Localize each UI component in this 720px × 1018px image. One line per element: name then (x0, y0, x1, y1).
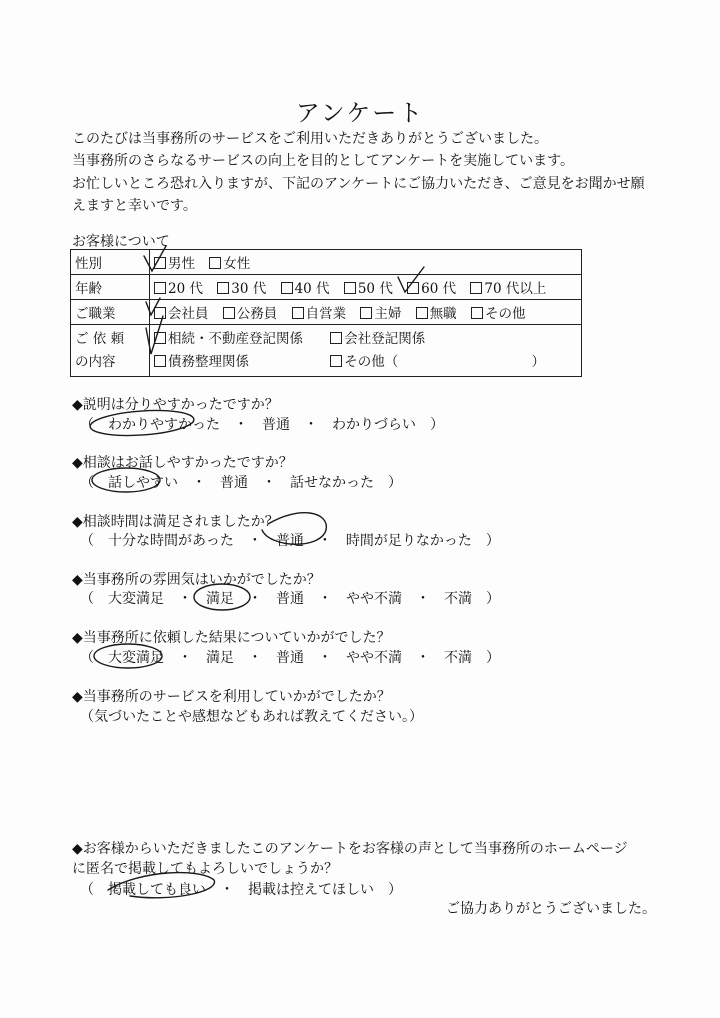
age-option-40[interactable]: 40 代 (281, 281, 330, 297)
circle-satisfied-icon (194, 584, 250, 610)
request-label-line-2: の内容 (75, 354, 116, 370)
gender-option-female[interactable]: 女性 (209, 256, 250, 272)
answer-3: （ 十分な時間があった ・ 普通 ・ 時間が足りなかった ） (80, 533, 500, 549)
job-option-unemployed[interactable]: 無職 (416, 306, 457, 322)
answer-6: （気づいたことや感想などもあれば教えてください。） (80, 709, 423, 725)
answer-5: （ 大変満足 ・ 満足 ・ 普通 ・ やや不満 ・ 不満 ） (80, 650, 500, 666)
age-option-50[interactable]: 50 代 (344, 281, 393, 297)
question-3: ◆相談時間は満足されましたか？ (72, 514, 279, 530)
closing-message: ご協力ありがとうございました。 (446, 901, 656, 917)
job-option-employee[interactable]: 会社員 (154, 306, 209, 322)
question-6: ◆当事務所のサービスを利用していかがでしたか？ (72, 689, 391, 705)
age-option-30[interactable]: 30 代 (217, 281, 266, 297)
age-option-60[interactable]: 60 代 (407, 281, 456, 297)
check-mark-male-icon (144, 246, 166, 271)
age-option-20[interactable]: 20 代 (154, 281, 203, 297)
circle-consent-ok-icon (108, 873, 214, 898)
intro-line-4: えますと幸いです。 (72, 198, 197, 214)
intro-line-3: お忙しいところ恐れ入りますが、下記のアンケートにご協力いただき、ご意見をお聞かせ願 (72, 176, 645, 192)
age-option-70[interactable]: 70 代以上 (470, 281, 546, 297)
request-option-debt[interactable]: 債務整理関係 (154, 351, 326, 374)
check-mark-60-icon (398, 267, 424, 292)
job-option-civil-servant[interactable]: 公務員 (223, 306, 278, 322)
check-mark-inheritance-icon (146, 316, 163, 354)
gender-label: 性別 (71, 250, 150, 275)
job-option-self-employed[interactable]: 自営業 (292, 306, 347, 322)
answer-1: （ わかりやすかった ・ 普通 ・ わかりづらい ） (80, 417, 444, 433)
question-5: ◆当事務所に依頼した結果についていかがでした？ (72, 630, 391, 646)
customer-heading: お客様について (72, 234, 170, 250)
gender-option-male[interactable]: 男性 (154, 256, 195, 272)
request-option-company[interactable]: 会社登記関係 (330, 331, 425, 347)
request-option-inheritance[interactable]: 相続・不動産登記関係 (154, 328, 326, 351)
request-option-other[interactable]: その他（ (330, 354, 398, 370)
question-4: ◆当事務所の雰囲気はいかがでしたか？ (72, 572, 321, 588)
age-label: 年齢 (71, 275, 150, 300)
check-mark-employee-icon (146, 298, 160, 315)
consent-line-2: に匿名で掲載してもよろしいでしょうか？ (72, 861, 338, 877)
intro-line-2: 当事務所のさらなるサービスの向上を目的としてアンケートを実施しています。 (72, 153, 575, 169)
answer-4: （ 大変満足 ・ 満足 ・ 普通 ・ やや不満 ・ 不満 ） (80, 591, 500, 607)
request-label-line-1: ご 依 頼 (75, 331, 125, 347)
circle-easy-to-understand-icon (89, 407, 194, 438)
intro-line-1: このたびは当事務所のサービスをご利用いただきありがとうございました。 (72, 131, 548, 147)
answer-2: （ 話しやすい ・ 普通 ・ 話せなかった ） (80, 475, 402, 491)
circle-very-satisfied-icon (94, 644, 162, 668)
consent-line-1: ◆お客様からいただきましたこのアンケートをお客様の声として当事務所のホームページ (72, 841, 628, 857)
job-option-other[interactable]: その他 (471, 306, 526, 322)
job-option-housewife[interactable]: 主婦 (360, 306, 401, 322)
consent-answer: （ 掲載しても良い ・ 掲載は控えてほしい ） (80, 882, 402, 898)
circle-normal-time-icon (262, 513, 326, 545)
question-1: ◆説明は分りやすかったですか？ (72, 397, 279, 413)
request-other-close: ） (531, 354, 545, 370)
job-label: ご職業 (71, 300, 150, 325)
page-title: アンケート (295, 99, 425, 127)
question-2: ◆相談はお話しやすかったですか？ (72, 455, 293, 471)
circle-easy-to-talk-icon (92, 468, 160, 492)
